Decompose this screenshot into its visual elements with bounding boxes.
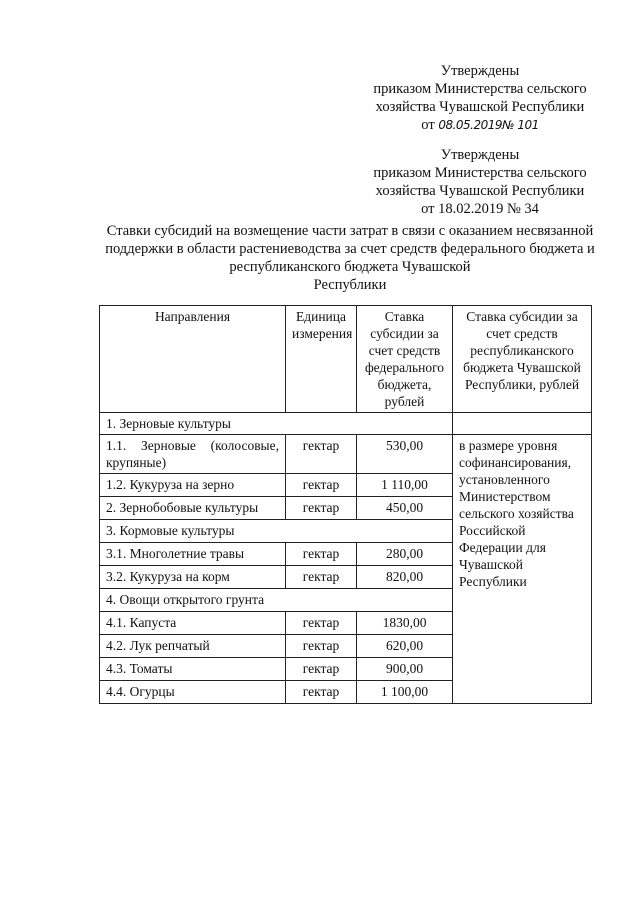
title-line: республиканского бюджета Чувашской bbox=[229, 259, 471, 275]
row-label: 4.3. Томаты bbox=[100, 658, 286, 681]
unit-cell: гектар bbox=[286, 435, 357, 474]
unit-cell: гектар bbox=[286, 612, 357, 635]
federal-rate-cell: 280,00 bbox=[357, 543, 453, 566]
approval-line: приказом Министерства сельского bbox=[373, 165, 587, 181]
row-label: 4.1. Капуста bbox=[100, 612, 286, 635]
header-direction: Направления bbox=[100, 306, 286, 413]
federal-rate-cell: 450,00 bbox=[357, 497, 453, 520]
approval-block-original bbox=[340, 146, 620, 218]
unit-cell: гектар bbox=[286, 681, 357, 704]
row-label: 4.2. Лук репчатый bbox=[100, 635, 286, 658]
document-title bbox=[100, 222, 600, 294]
approval-date: от 18.02.2019 № 34 bbox=[421, 201, 539, 217]
unit-cell: гектар bbox=[286, 566, 357, 589]
federal-rate-cell: 620,00 bbox=[357, 635, 453, 658]
row-label bbox=[100, 435, 286, 474]
row-label: 1.2. Кукуруза на зерно bbox=[100, 474, 286, 497]
approval-line: приказом Министерства сельского bbox=[373, 81, 587, 97]
unit-cell: гектар bbox=[286, 474, 357, 497]
row-label-line: крупяные) bbox=[106, 455, 167, 470]
unit-cell: гектар bbox=[286, 635, 357, 658]
unit-cell: гектар bbox=[286, 658, 357, 681]
federal-rate-cell: 820,00 bbox=[357, 566, 453, 589]
title-line: Республики bbox=[313, 277, 387, 293]
approval-line: хозяйства Чувашской Республики bbox=[375, 99, 585, 115]
federal-rate-cell: 530,00 bbox=[357, 435, 453, 474]
federal-rate-cell: 900,00 bbox=[357, 658, 453, 681]
federal-rate-cell: 1830,00 bbox=[357, 612, 453, 635]
approval-heading: Утверждены bbox=[440, 147, 520, 163]
title-line: поддержки в области растениеводства за счет средств федерального бюджета и bbox=[105, 241, 595, 257]
approval-date bbox=[340, 116, 620, 134]
federal-rate-cell: 1 110,00 bbox=[357, 474, 453, 497]
federal-rate-cell: 1 100,00 bbox=[357, 681, 453, 704]
table-row bbox=[100, 413, 592, 435]
category-vegetables: 4. Овощи открытого грунта bbox=[100, 589, 453, 612]
row-label-line: 1.1. Зерновые (колосовые, bbox=[106, 438, 279, 453]
date-prefix: от bbox=[421, 117, 439, 133]
approval-block-amended bbox=[340, 62, 620, 134]
category-legumes: 2. Зернобобовые культуры bbox=[100, 497, 286, 520]
header-federal-rate: Ставка субсидии за счет средств федерального бюджета, рублей bbox=[357, 306, 453, 413]
handwritten-date-number: 08.05.2019№ 101 bbox=[438, 118, 539, 132]
unit-cell: гектар bbox=[286, 543, 357, 566]
header-unit: Единица измерения bbox=[286, 306, 357, 413]
empty-cell bbox=[453, 413, 592, 435]
category-grain: 1. Зерновые культуры bbox=[100, 413, 453, 435]
approval-line: хозяйства Чувашской Республики bbox=[375, 183, 585, 199]
row-label: 4.4. Огурцы bbox=[100, 681, 286, 704]
approval-heading: Утверждены bbox=[440, 63, 520, 79]
row-label: 3.2. Кукуруза на корм bbox=[100, 566, 286, 589]
republic-rate-note: в размере уровня софинансирования, установленного Министерством сельского хозяйства Российской Федерации для Чувашской Республики bbox=[453, 435, 592, 704]
subsidy-rates-table bbox=[99, 305, 592, 704]
table-row bbox=[100, 435, 592, 474]
table-header-row bbox=[100, 306, 592, 413]
header-republic-rate: Ставка субсидии за счет средств республиканского бюджета Чувашской Республики, рублей bbox=[453, 306, 592, 413]
title-line: Ставки субсидий на возмещение части затрат в связи с оказанием несвязанной bbox=[106, 223, 594, 239]
row-label: 3.1. Многолетние травы bbox=[100, 543, 286, 566]
category-forage: 3. Кормовые культуры bbox=[100, 520, 453, 543]
unit-cell: гектар bbox=[286, 497, 357, 520]
